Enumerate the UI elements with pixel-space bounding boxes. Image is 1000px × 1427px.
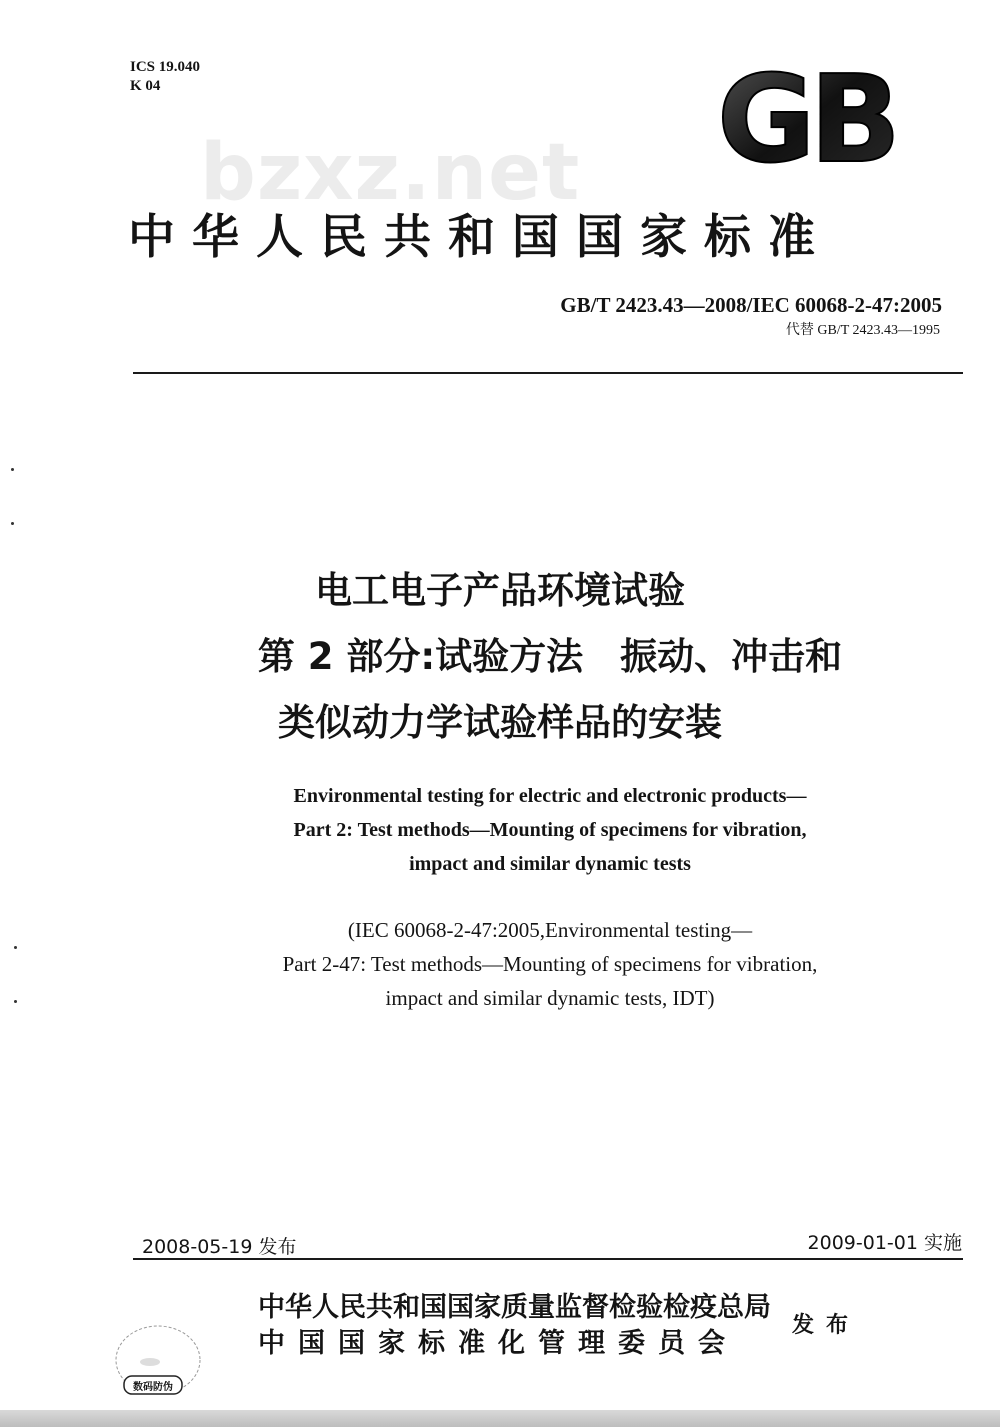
anti-counterfeit-seal bbox=[112, 1320, 204, 1398]
header-divider bbox=[133, 372, 963, 374]
iec-reference-line2: Part 2-47: Test methods—Mounting of specimens for vibration, bbox=[282, 952, 818, 976]
publish-label: 发布 bbox=[792, 1313, 861, 1338]
classification-block bbox=[130, 58, 200, 96]
gb-logo-text: GB bbox=[717, 65, 895, 173]
issuer-line1: 中华人民共和国国家质量监督检验检疫总局 bbox=[258, 1292, 771, 1323]
issuing-authorities bbox=[258, 1290, 771, 1362]
english-title bbox=[0, 779, 1000, 881]
watermark: bzxz.net bbox=[200, 128, 581, 218]
issue-date: 2008-05-19 发布 bbox=[142, 1236, 297, 1258]
english-title-line2: Part 2: Test methods—Mounting of specimens for vibration, bbox=[293, 819, 807, 841]
iec-reference-line3: impact and similar dynamic tests, IDT) bbox=[385, 986, 715, 1010]
chinese-title-line2: 第 2 部分:试验方法 振动、冲击和 bbox=[257, 635, 843, 678]
english-title-line3: impact and similar dynamic tests bbox=[409, 853, 691, 875]
seal-text: 数码防伪 bbox=[133, 1382, 173, 1393]
implementation-date: 2009-01-01 实施 bbox=[807, 1232, 962, 1254]
margin-dot bbox=[11, 468, 14, 471]
standard-number: GB/T 2423.43—2008/IEC 60068-2-47:2005 bbox=[560, 293, 942, 317]
iec-reference-line1: (IEC 60068-2-47:2005,Environmental testing— bbox=[347, 918, 753, 942]
chinese-title-line1: 电工电子产品环境试验 bbox=[315, 569, 685, 612]
scan-edge bbox=[0, 1410, 1000, 1427]
gb-logo bbox=[700, 65, 912, 173]
english-title-line1: Environmental testing for electric and electronic products— bbox=[293, 785, 807, 807]
chinese-title-line3: 类似动力学试验样品的安装 bbox=[278, 701, 722, 744]
iec-reference bbox=[0, 913, 1000, 1015]
issuer-line2: 中国国家标准化管理委员会 bbox=[258, 1328, 738, 1359]
ics-code: ICS 19.040 bbox=[130, 59, 201, 75]
national-standard-title: 中华人民共和国国家标准 bbox=[128, 210, 832, 265]
chinese-title bbox=[0, 558, 1000, 756]
classification-code: K 04 bbox=[130, 78, 161, 94]
margin-dot bbox=[11, 522, 14, 525]
footer-divider bbox=[133, 1258, 963, 1260]
replaces-note: 代替 GB/T 2423.43—1995 bbox=[785, 323, 940, 338]
